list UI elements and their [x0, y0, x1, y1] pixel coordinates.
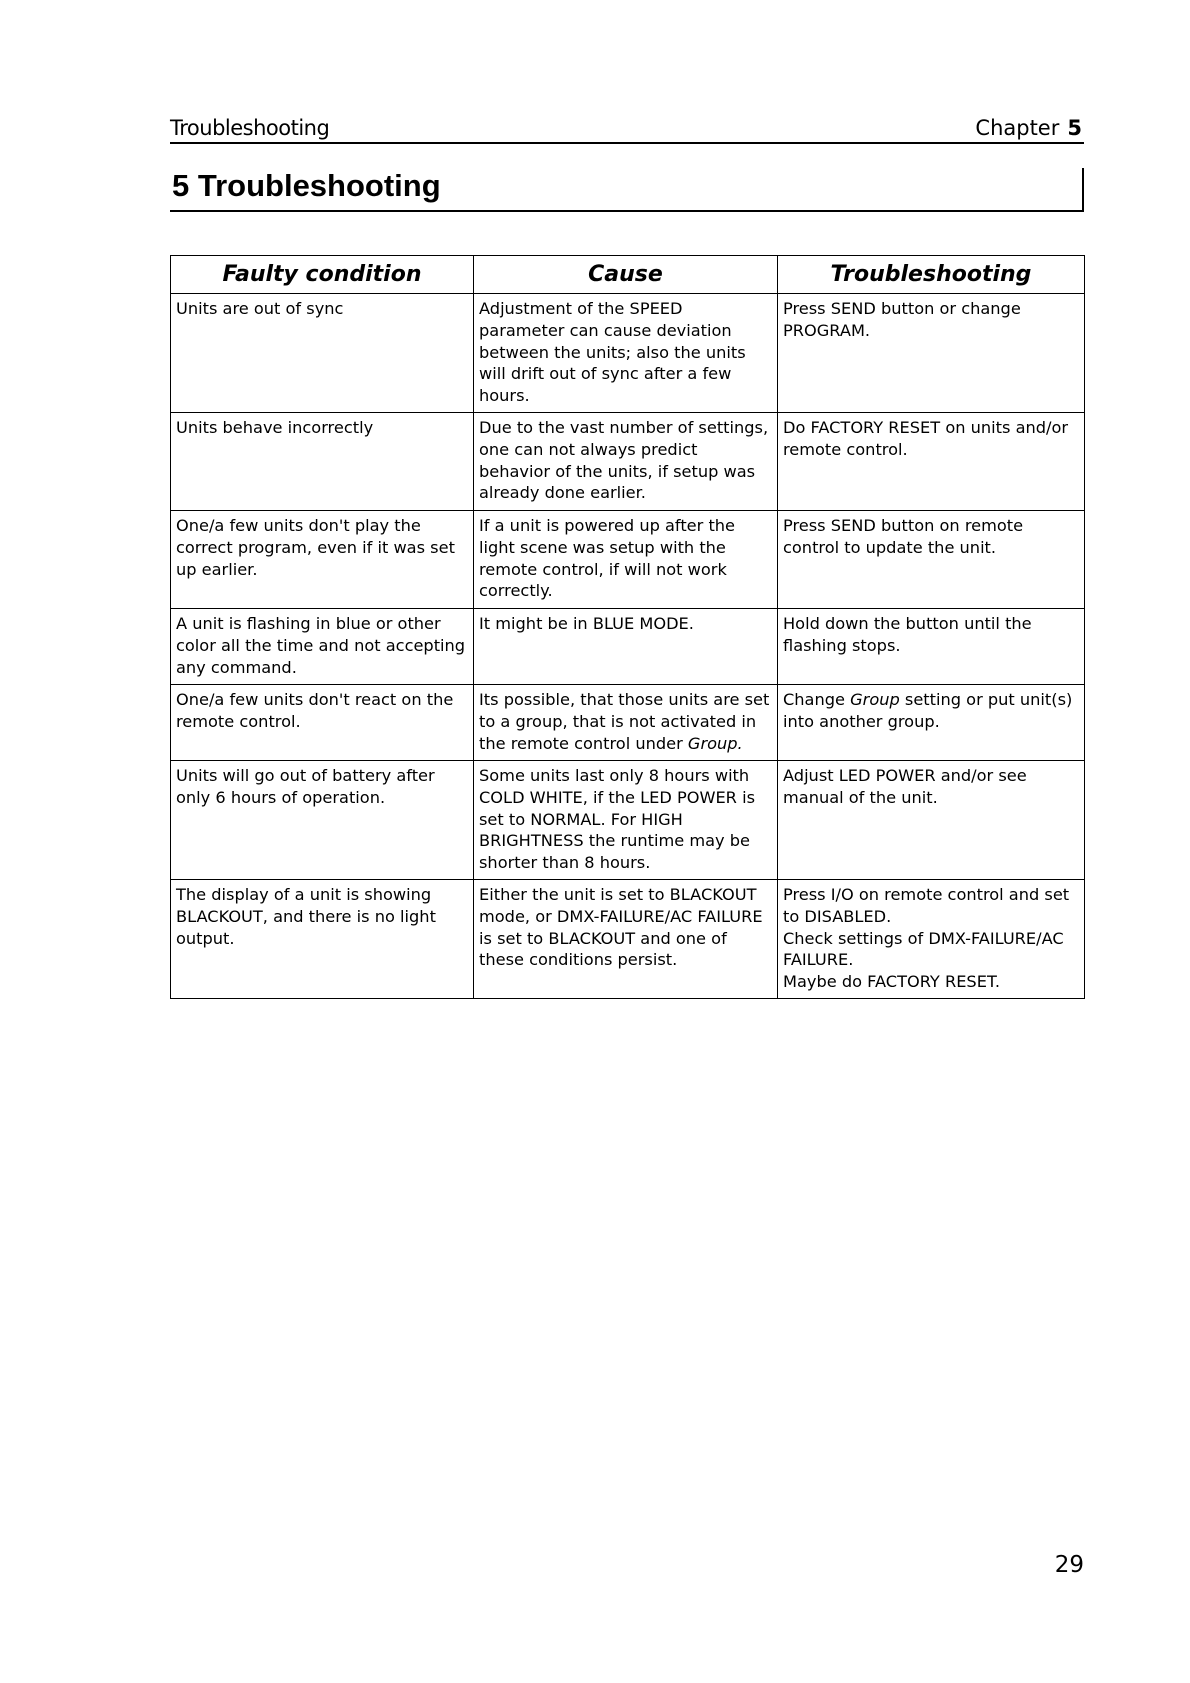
fix-line: Check settings of DMX-FAILURE/AC FAILURE. — [783, 928, 1064, 970]
condition-cell: Units are out of sync — [171, 294, 474, 413]
header-troubleshooting: Troubleshooting — [778, 256, 1085, 294]
fix-text-post: setting or put unit(s) into another group. — [783, 689, 1073, 731]
fix-line: Press I/O on remote control and set to DISABLED. — [783, 884, 1070, 926]
header-chapter-number: 5 — [1067, 116, 1082, 140]
condition-cell: One/a few units don't react on the remote control. — [171, 684, 474, 760]
header-faulty-condition: Faulty condition — [171, 256, 474, 294]
troubleshooting-table — [170, 255, 1085, 999]
fix-cell — [778, 879, 1085, 998]
table-row — [171, 608, 1085, 684]
header-chapter-label: Chapter — [975, 116, 1060, 140]
fix-text-pre: Change — [783, 689, 851, 709]
table-row — [171, 510, 1085, 608]
cause-cell: It might be in BLUE MODE. — [474, 608, 778, 684]
cause-cell: Due to the vast number of settings, one can not always predict behavior of the units, if setup was already done earlier. — [474, 412, 778, 510]
fix-cell: Press SEND button on remote control to update the unit. — [778, 510, 1085, 608]
chapter-title-box — [170, 168, 1084, 212]
condition-cell: A unit is flashing in blue or other color all the time and not accepting any command. — [171, 608, 474, 684]
cause-cell: Either the unit is set to BLACKOUT mode, or DMX-FAILURE/AC FAILURE is set to BLACKOUT and one of these conditions persist. — [474, 879, 778, 998]
fix-emphasis: Group — [850, 689, 900, 709]
table-row — [171, 294, 1085, 413]
cause-cell: Some units last only 8 hours with COLD WHITE, if the LED POWER is set to NORMAL. For HIGH BRIGHTNESS the runtime may be shorter than 8 hours. — [474, 760, 778, 879]
fix-cell — [778, 684, 1085, 760]
table-row — [171, 879, 1085, 998]
table-row — [171, 760, 1085, 879]
header-chapter — [975, 116, 1082, 140]
fix-cell: Do FACTORY RESET on units and/or remote control. — [778, 412, 1085, 510]
cause-text: Its possible, that those units are set to a group, that is not activated in the remote control under — [479, 689, 770, 753]
header-section-title: Troubleshooting — [170, 116, 330, 140]
header-cause: Cause — [474, 256, 778, 294]
chapter-title: 5 Troubleshooting — [172, 168, 441, 203]
table-row — [171, 412, 1085, 510]
running-header — [170, 112, 1084, 144]
cause-emphasis: Group. — [687, 733, 743, 753]
page-number: 29 — [1054, 1552, 1084, 1578]
condition-cell: The display of a unit is showing BLACKOUT, and there is no light output. — [171, 879, 474, 998]
condition-cell: One/a few units don't play the correct program, even if it was set up earlier. — [171, 510, 474, 608]
condition-cell: Units behave incorrectly — [171, 412, 474, 510]
cause-cell: If a unit is powered up after the light scene was setup with the remote control, if will not work correctly. — [474, 510, 778, 608]
table-row — [171, 684, 1085, 760]
fix-cell: Hold down the button until the flashing stops. — [778, 608, 1085, 684]
condition-cell: Units will go out of battery after only 6 hours of operation. — [171, 760, 474, 879]
cause-cell: Adjustment of the SPEED parameter can cause deviation between the units; also the units will drift out of sync after a few hours. — [474, 294, 778, 413]
cause-cell — [474, 684, 778, 760]
fix-cell: Press SEND button or change PROGRAM. — [778, 294, 1085, 413]
table-header-row — [171, 256, 1085, 294]
fix-cell: Adjust LED POWER and/or see manual of the unit. — [778, 760, 1085, 879]
fix-line: Maybe do FACTORY RESET. — [783, 972, 1001, 992]
